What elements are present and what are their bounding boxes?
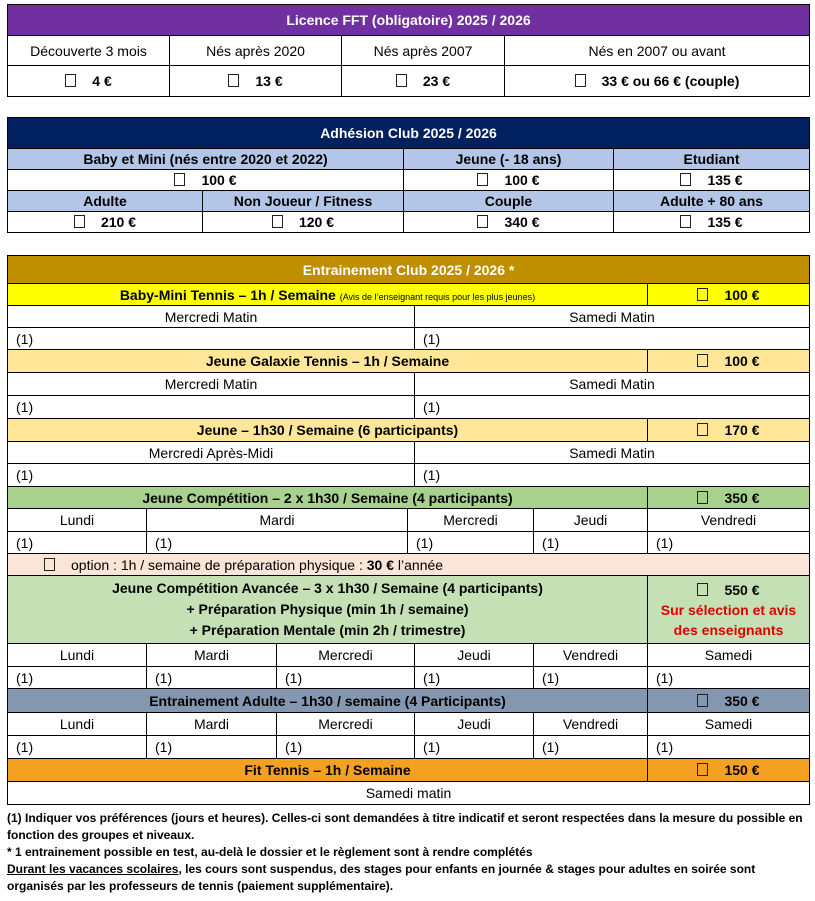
checkbox-adhesion-non-joueur[interactable] xyxy=(272,215,283,228)
checkbox-adhesion-couple[interactable] xyxy=(477,215,488,228)
avancee-selection-1: Sur sélection et avis xyxy=(660,601,797,618)
pref-field[interactable]: (1) xyxy=(8,667,147,689)
avancee-day: Mercredi xyxy=(277,644,415,667)
adulte-day: Mercredi xyxy=(277,713,415,736)
checkbox-competition[interactable] xyxy=(697,491,708,504)
pref-field[interactable]: (1) xyxy=(415,736,534,759)
footnote-3-rest: , les cours sont suspendus, des stages pour enfants en journée & stages pour adultes en soirée sont organisés par les professeurs de tennis (paiement supplémentaire). xyxy=(7,862,756,893)
checkbox-licence-2007[interactable] xyxy=(396,74,407,87)
pref-field[interactable]: (1) xyxy=(408,532,534,554)
pref-field[interactable]: (1) xyxy=(147,736,277,759)
competition-day: Mercredi xyxy=(408,509,534,532)
baby-mini-slot-1: Mercredi Matin xyxy=(8,306,415,328)
adhesion-label-baby-mini: Baby et Mini (nés entre 2020 et 2022) xyxy=(8,149,404,170)
avancee-price-cell xyxy=(648,576,810,644)
pref-field[interactable]: (1) xyxy=(8,736,147,759)
licence-price: 4 € xyxy=(92,73,112,89)
adulte-price: 350 € xyxy=(724,692,760,709)
licence-price: 13 € xyxy=(255,73,283,89)
avancee-line-3: + Préparation Mentale (min 2h / trimestre) xyxy=(189,622,466,638)
adhesion-table xyxy=(7,117,810,233)
adulte-day: Mardi xyxy=(147,713,277,736)
jeune-title: Jeune – 1h30 / Semaine (6 participants) xyxy=(8,419,648,442)
adhesion-label-etudiant: Etudiant xyxy=(614,149,810,170)
option-suffix: l’année xyxy=(397,556,444,573)
licence-cat-2007: Nés après 2007 xyxy=(342,36,505,66)
adhesion-price: 100 € xyxy=(504,172,540,188)
checkbox-galaxie[interactable] xyxy=(697,354,708,367)
fit-title: Fit Tennis – 1h / Semaine xyxy=(8,759,648,782)
licence-cat-decouverte: Découverte 3 mois xyxy=(8,36,170,66)
pref-field[interactable]: (1) xyxy=(8,396,415,419)
pref-field[interactable]: (1) xyxy=(534,736,648,759)
adhesion-price: 100 € xyxy=(201,172,237,188)
licence-table xyxy=(7,4,810,97)
checkbox-adhesion-adulte-80[interactable] xyxy=(680,215,691,228)
training-title: Entrainement Club 2025 / 2026 * xyxy=(8,256,810,284)
pref-field[interactable]: (1) xyxy=(8,532,147,554)
footnote-3 xyxy=(7,861,809,895)
avancee-day: Vendredi xyxy=(534,644,648,667)
pref-field[interactable]: (1) xyxy=(415,464,810,487)
avancee-day: Mardi xyxy=(147,644,277,667)
option-text: option : 1h / semaine de préparation physique : xyxy=(71,556,363,573)
licence-cat-avant-2007: Nés en 2007 ou avant xyxy=(505,36,810,66)
galaxie-slot-1: Mercredi Matin xyxy=(8,373,415,396)
checkbox-licence-avant-2007[interactable] xyxy=(575,74,586,87)
licence-title: Licence FFT (obligatoire) 2025 / 2026 xyxy=(8,5,810,36)
galaxie-title: Jeune Galaxie Tennis – 1h / Semaine xyxy=(8,350,648,373)
competition-day: Jeudi xyxy=(534,509,648,532)
footnote-3-underlined: Durant les vacances scolaires xyxy=(7,862,179,876)
pref-field[interactable]: (1) xyxy=(8,464,415,487)
adulte-day: Jeudi xyxy=(415,713,534,736)
adhesion-price: 340 € xyxy=(504,214,540,230)
competition-price: 350 € xyxy=(724,489,760,506)
avancee-day: Jeudi xyxy=(415,644,534,667)
pref-field[interactable]: (1) xyxy=(648,667,810,689)
baby-mini-price: 100 € xyxy=(724,286,760,303)
adhesion-price: 135 € xyxy=(707,214,743,230)
footnote-2: * 1 entrainement possible en test, au-delà le dossier et le règlement sont à rendre complétés xyxy=(7,845,533,859)
licence-price: 23 € xyxy=(422,73,451,89)
adhesion-price: 210 € xyxy=(100,214,137,230)
checkbox-option-prep-physique[interactable] xyxy=(44,558,55,571)
checkbox-avancee[interactable] xyxy=(697,583,708,596)
footnote-1: (1) Indiquer vos préférences (jours et heures). Celles-ci sont demandées à titre indicatif et seront respectées dans la mesure du possible en fonction des groupes et niveaux. xyxy=(7,811,803,842)
pref-field[interactable]: (1) xyxy=(277,667,415,689)
pref-field[interactable]: (1) xyxy=(648,736,810,759)
adhesion-title: Adhésion Club 2025 / 2026 xyxy=(8,118,810,149)
jeune-price: 170 € xyxy=(724,422,760,438)
competition-day: Vendredi xyxy=(648,509,810,532)
pref-field[interactable]: (1) xyxy=(534,667,648,689)
option-cell xyxy=(8,554,810,576)
footnotes xyxy=(7,810,809,895)
baby-mini-title: Baby-Mini Tennis – 1h / Semaine xyxy=(119,286,336,303)
adhesion-label-couple: Couple xyxy=(404,191,614,212)
pref-field[interactable]: (1) xyxy=(147,532,408,554)
avancee-line-1: Jeune Compétition Avancée – 3 x 1h30 / Semaine (4 participants) xyxy=(112,580,543,596)
baby-mini-note: (Avis de l’enseignant requis pour les plus jeunes) xyxy=(339,291,536,302)
adulte-day: Samedi xyxy=(648,713,810,736)
checkbox-adhesion-baby-mini[interactable] xyxy=(174,173,185,186)
training-table xyxy=(7,255,810,805)
baby-mini-title-cell xyxy=(8,284,648,306)
pref-field[interactable]: (1) xyxy=(415,328,810,350)
adhesion-price: 135 € xyxy=(707,172,743,188)
competition-title: Jeune Compétition – 2 x 1h30 / Semaine (4 participants) xyxy=(8,487,648,509)
adulte-day: Lundi xyxy=(8,713,147,736)
avancee-line-2: + Préparation Physique (min 1h / semaine) xyxy=(186,601,469,617)
avancee-price: 550 € xyxy=(724,581,760,598)
checkbox-licence-decouverte[interactable] xyxy=(65,74,76,87)
checkbox-adhesion-etudiant[interactable] xyxy=(680,173,691,186)
galaxie-price: 100 € xyxy=(724,353,760,369)
adhesion-price: 120 € xyxy=(298,214,335,230)
competition-day: Mardi xyxy=(147,509,408,532)
pref-field[interactable]: (1) xyxy=(415,667,534,689)
adulte-title: Entrainement Adulte – 1h30 / semaine (4 Participants) xyxy=(8,689,648,713)
licence-price: 33 € ou 66 € (couple) xyxy=(601,73,740,89)
pref-field[interactable]: (1) xyxy=(277,736,415,759)
avancee-title-cell xyxy=(8,576,648,644)
checkbox-fit[interactable] xyxy=(697,763,708,776)
adhesion-label-jeune: Jeune (- 18 ans) xyxy=(404,149,614,170)
jeune-slot-1: Mercredi Après-Midi xyxy=(8,442,415,464)
pref-field[interactable]: (1) xyxy=(648,532,810,554)
checkbox-adulte[interactable] xyxy=(697,694,708,707)
pref-field[interactable]: (1) xyxy=(534,532,648,554)
avancee-selection-2: des enseignants xyxy=(673,621,784,638)
option-price: 30 € xyxy=(366,556,395,573)
jeune-slot-2: Samedi Matin xyxy=(415,442,810,464)
fit-slot: Samedi matin xyxy=(8,782,810,805)
adhesion-label-adulte-80: Adulte + 80 ans xyxy=(614,191,810,212)
checkbox-jeune[interactable] xyxy=(697,423,708,436)
competition-day: Lundi xyxy=(8,509,147,532)
licence-cat-2020: Nés après 2020 xyxy=(170,36,342,66)
pref-field[interactable]: (1) xyxy=(415,396,810,419)
galaxie-slot-2: Samedi Matin xyxy=(415,373,810,396)
baby-mini-slot-2: Samedi Matin xyxy=(415,306,810,328)
adhesion-label-adulte: Adulte xyxy=(8,191,203,212)
checkbox-adhesion-jeune[interactable] xyxy=(477,173,488,186)
adulte-day: Vendredi xyxy=(534,713,648,736)
adhesion-label-non-joueur: Non Joueur / Fitness xyxy=(203,191,404,212)
checkbox-adhesion-adulte[interactable] xyxy=(74,215,85,228)
checkbox-licence-2020[interactable] xyxy=(228,74,239,87)
checkbox-baby-mini[interactable] xyxy=(697,288,708,301)
avancee-day: Lundi xyxy=(8,644,147,667)
pref-field[interactable]: (1) xyxy=(8,328,415,350)
fit-price: 150 € xyxy=(724,762,760,778)
avancee-day: Samedi xyxy=(648,644,810,667)
pref-field[interactable]: (1) xyxy=(147,667,277,689)
